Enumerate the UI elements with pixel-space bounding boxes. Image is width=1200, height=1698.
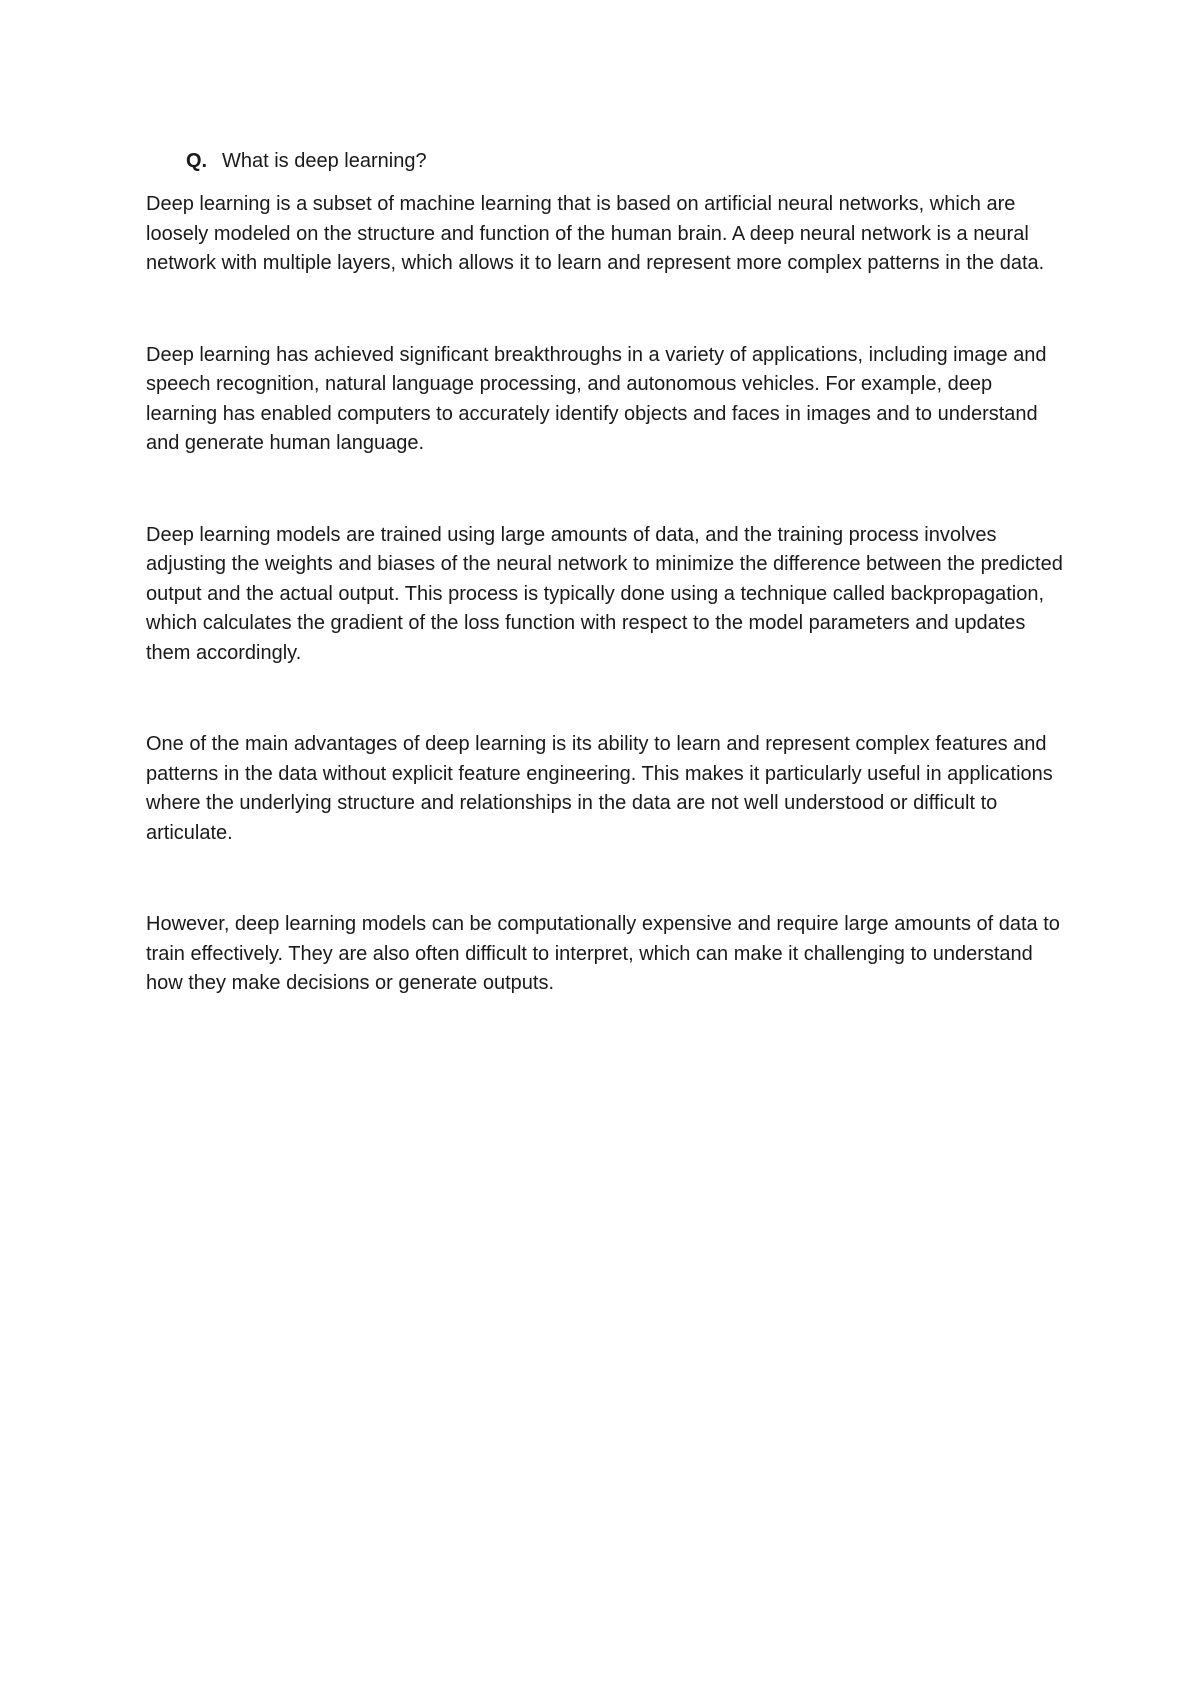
document-body xyxy=(146,146,1066,999)
paragraph-advantages: One of the main advantages of deep learning is its ability to learn and represent complex features and patterns in the data without explicit feature engineering. This makes it particularly useful in applications where the underlying structure and relationships in the data are not well understood or difficult to articulate. xyxy=(146,733,1053,844)
paragraph-training: Deep learning models are trained using large amounts of data, and the training process involves adjusting the weights and biases of the neural network to minimize the difference between the predicted output and the actual output. This process is typically done using a technique called backpropagation, which calculates the gradient of the loss function with respect to the model parameters and updates them accordingly. xyxy=(146,523,1063,664)
question-text: What is deep learning? xyxy=(222,150,427,172)
paragraph-limitations: However, deep learning models can be computationally expensive and require large amounts of data to train effectively. They are also often difficult to interpret, which can make it challenging to understand how they make decisions or generate outputs. xyxy=(146,913,1060,994)
paragraph-definition: Deep learning is a subset of machine learning that is based on artificial neural networks, which are loosely modeled on the structure and function of the human brain. A deep neural network is a neural network with multiple layers, which allows it to learn and represent more complex patterns in the data. xyxy=(146,193,1045,274)
paragraph-applications: Deep learning has achieved significant breakthroughs in a variety of applications, including image and speech recognition, natural language processing, and autonomous vehicles. For example, deep learning has enabled computers to accurately identify objects and faces in images and to understand and generate human language. xyxy=(146,343,1047,454)
question-heading xyxy=(186,146,1066,176)
question-marker: Q. xyxy=(186,150,208,172)
